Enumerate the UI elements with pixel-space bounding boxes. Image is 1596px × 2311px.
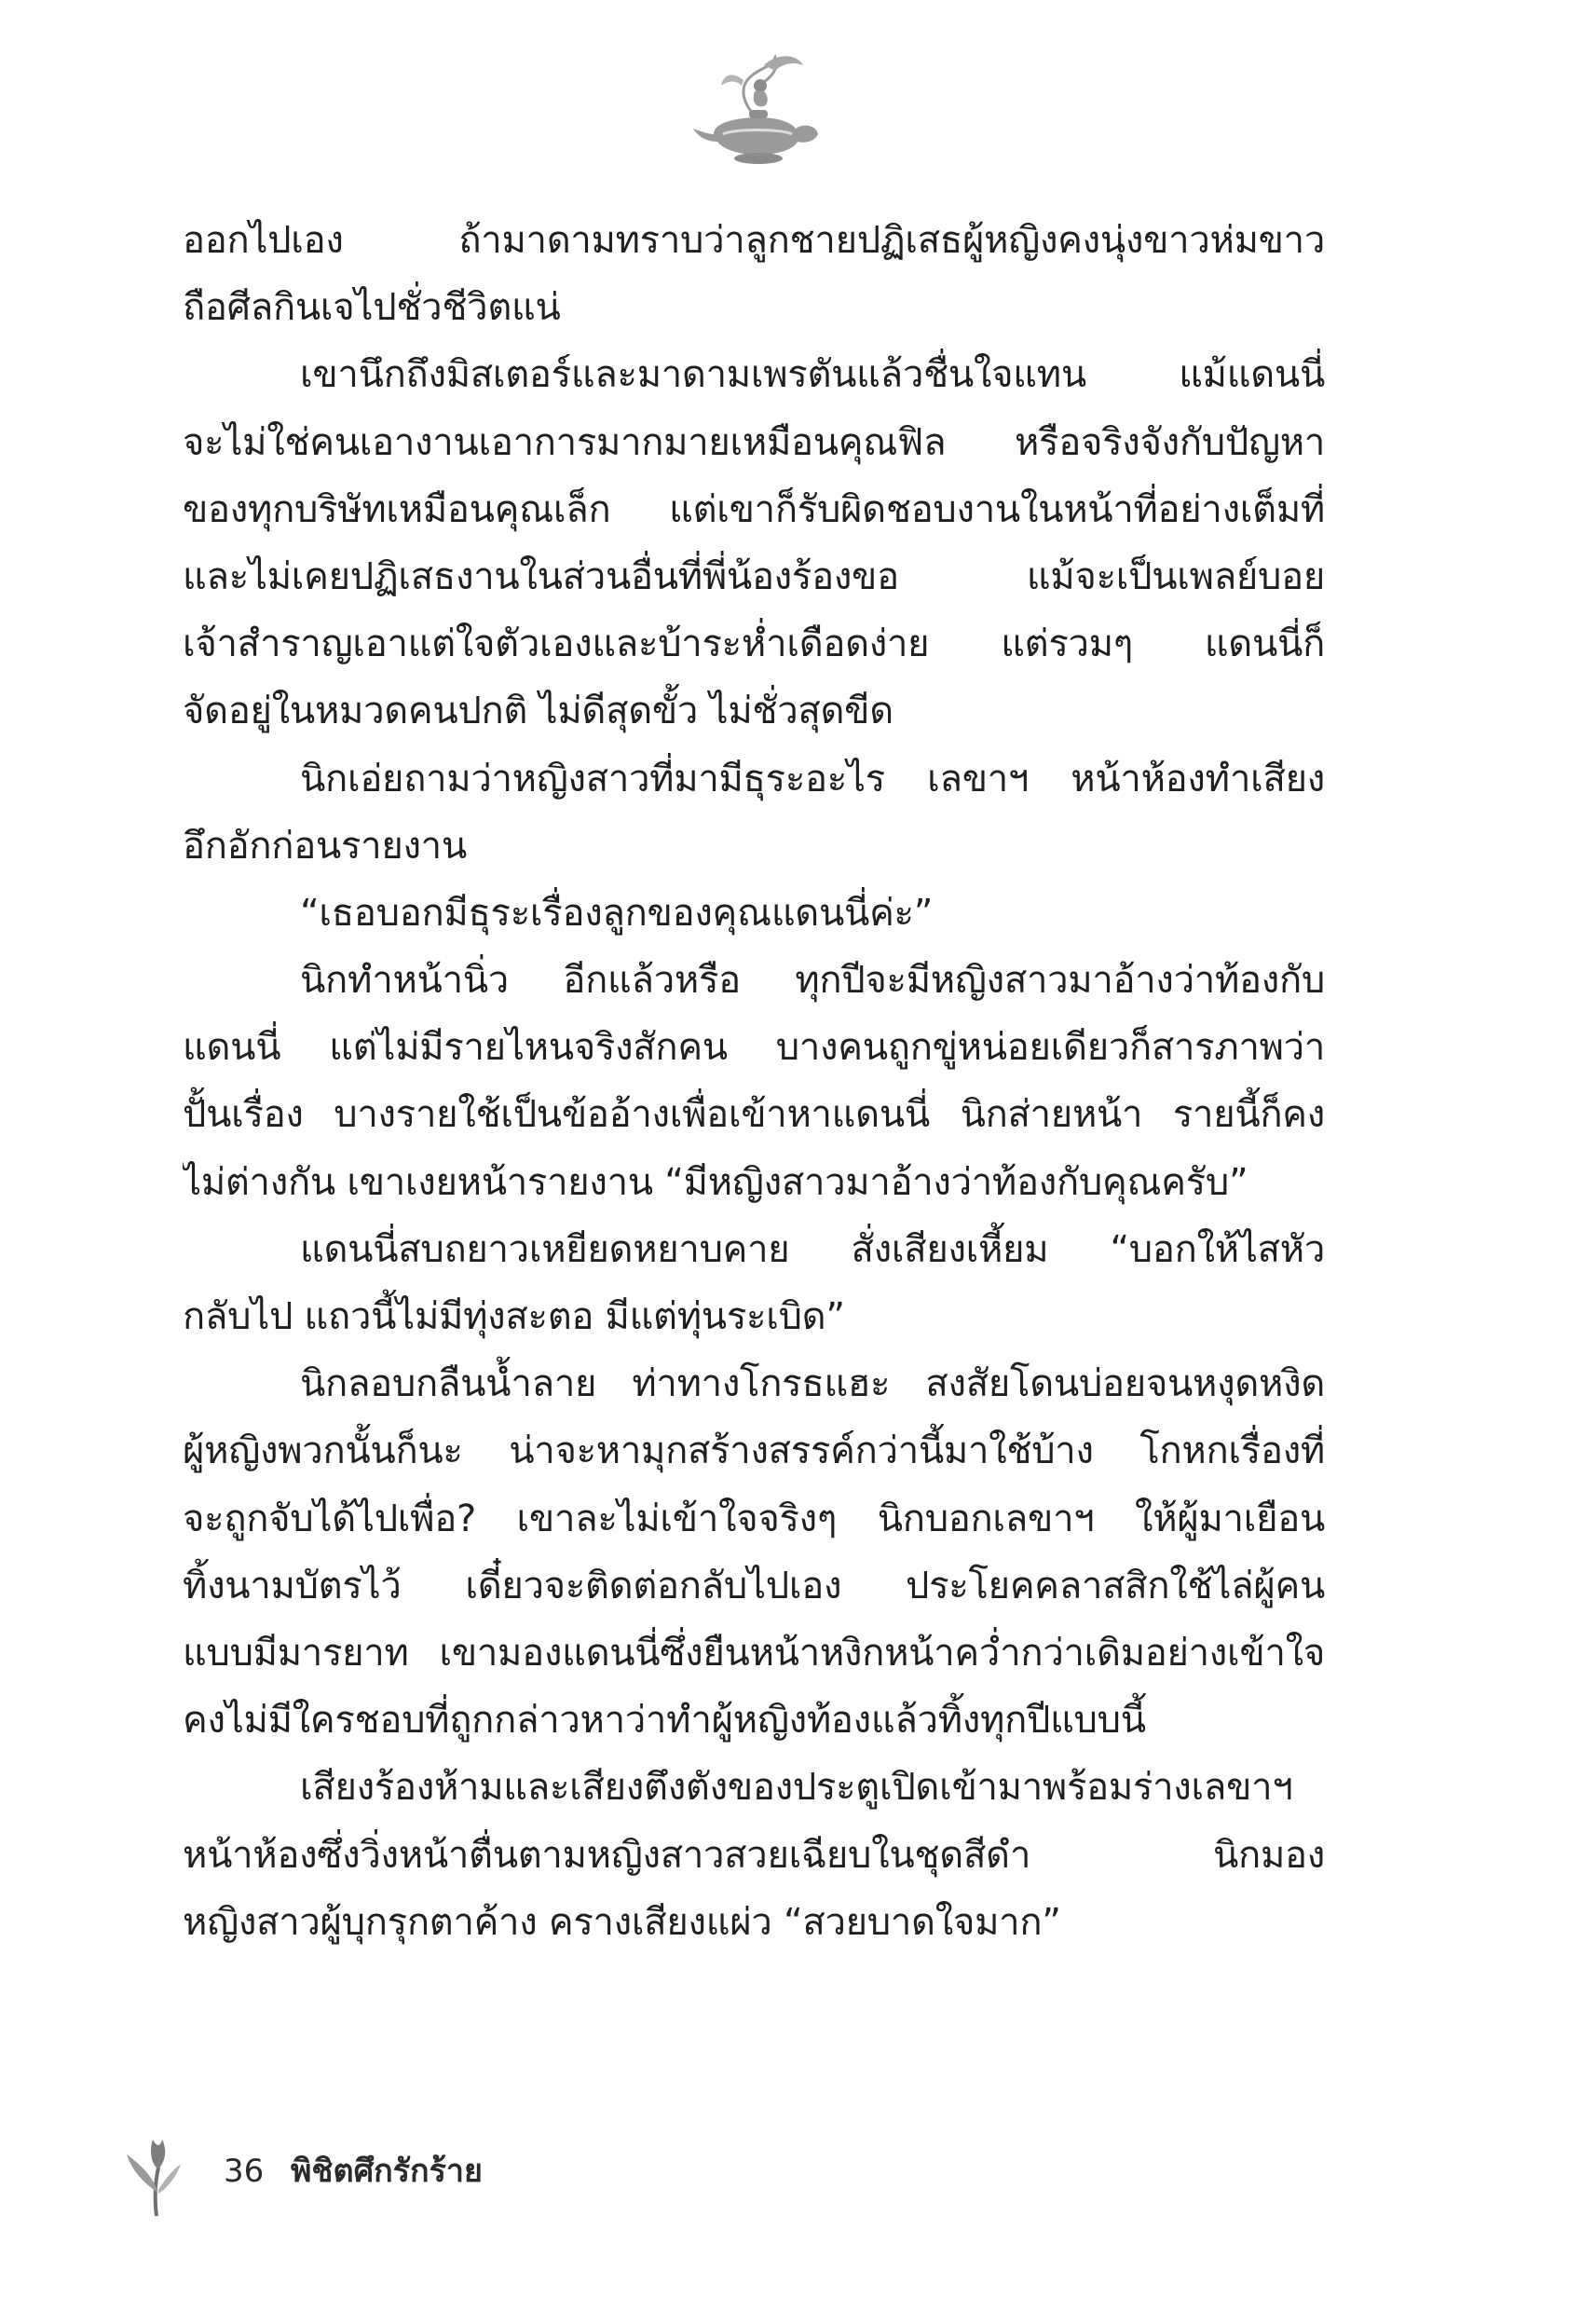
text-line: ผู้หญิงพวกนั้นก็นะ น่าจะหามุกสร้างสรรค์กว่านี้มาใช้บ้าง โกหกเรื่องที่ <box>183 1429 1325 1473</box>
text-line: หญิงสาวผู้บุกรุกตาค้าง ครางเสียงแผ่ว “สวยบาดใจมาก” <box>183 1900 1061 1944</box>
text-line: จะถูกจับได้ไปเพื่อ? เขาละไม่เข้าใจจริงๆ นิกบอกเลขาฯ ให้ผู้มาเยือน <box>183 1497 1325 1540</box>
text-line: แดนนี่สบถยาวเหยียดหยาบคาย สั่งเสียงเหี้ยม “บอกให้ไสหัว <box>300 1227 1325 1271</box>
page-footer <box>123 2126 682 2220</box>
text-line: และไม่เคยปฏิเสธงานในส่วนอื่นที่พี่น้องร้องขอ แม้จะเป็นเพลย์บอย <box>183 554 1325 598</box>
genie-lamp-ornament-icon <box>686 48 825 170</box>
text-line: ถือศีลกินเจไปชั่วชีวิตแน่ <box>183 286 561 330</box>
book-title: พิชิตศึกรักร้าย <box>291 2153 483 2190</box>
text-line: ออกไปเอง ถ้ามาดามทราบว่าลูกชายปฏิเสธผู้หญิงคงนุ่งขาวห่มขาว <box>183 219 1325 262</box>
text-line: แดนนี่ แต่ไม่มีรายไหนจริงสักคน บางคนถูกขู่หน่อยเดียวก็สารภาพว่า <box>183 1026 1325 1070</box>
text-line: อึกอักก่อนรายงาน <box>183 824 467 868</box>
text-line: คงไม่มีใครชอบที่ถูกกล่าวหาว่าทำผู้หญิงท้องแล้วทิ้งทุกปีแบบนี้ <box>183 1699 1146 1743</box>
text-line: ไม่ต่างกัน เขาเงยหน้ารายงาน “มีหญิงสาวมาอ้างว่าท้องกับคุณครับ” <box>183 1160 1248 1204</box>
text-line: ทิ้งนามบัตรไว้ เดี๋ยวจะติดต่อกลับไปเอง ประโยคคลาสสิกใช้ไล่ผู้คน <box>183 1564 1325 1607</box>
text-line: ปั้นเรื่อง บางรายใช้เป็นข้ออ้างเพื่อเข้าหาแดนนี่ นิกส่ายหน้า รายนี้ก็คง <box>183 1093 1325 1137</box>
text-line: นิกทำหน้านิ่ว อีกแล้วหรือ ทุกปีจะมีหญิงสาวมาอ้างว่าท้องกับ <box>300 959 1325 1003</box>
text-line: แบบมีมารยาท เขามองแดนนี่ซึ่งยืนหน้าหงิกหน้าคว่ำกว่าเดิมอย่างเข้าใจ <box>183 1631 1325 1675</box>
body-text <box>183 207 1325 1956</box>
text-line: เสียงร้องห้ามและเสียงตึงตังของประตูเปิดเข้ามาพร้อมร่างเลขาฯ <box>300 1766 1293 1810</box>
text-line: จัดอยู่ในหมวดคนปกติ ไม่ดีสุดขั้ว ไม่ชั่วสุดขีด <box>183 690 893 733</box>
text-line: “เธอบอกมีธุระเรื่องลูกของคุณแดนนี่ค่ะ” <box>300 891 934 935</box>
text-line: จะไม่ใช่คนเอางานเอาการมากมายเหมือนคุณฟิล หรือจริงจังกับปัญหา <box>183 420 1325 464</box>
text-line: นิกลอบกลืนน้ำลาย ท่าทางโกรธแฮะ สงสัยโดนบ่อยจนหงุดหงิด <box>300 1362 1325 1406</box>
text-line: เจ้าสำราญเอาแต่ใจตัวเองและบ้าระห่ำเดือดง่าย แต่รวมๆ แดนนี่ก็ <box>183 622 1325 666</box>
text-line: นิกเอ่ยถามว่าหญิงสาวที่มามีธุระอะไร เลขาฯ หน้าห้องทำเสียง <box>300 757 1325 800</box>
text-line: หน้าห้องซึ่งวิ่งหน้าตื่นตามหญิงสาวสวยเฉียบในชุดสีดำ นิกมอง <box>183 1833 1325 1877</box>
text-line: กลับไป แถวนี้ไม่มีทุ่งสะตอ มีแต่ทุ่นระเบิด” <box>183 1295 845 1338</box>
text-line: เขานึกถึงมิสเตอร์และมาดามเพรตันแล้วชื่นใจแทน แม้แดนนี่ <box>300 353 1325 397</box>
text-line: ของทุกบริษัทเหมือนคุณเล็ก แต่เขาก็รับผิดชอบงานในหน้าที่อย่างเต็มที่ <box>183 487 1325 531</box>
page-number: 36 <box>224 2153 265 2190</box>
tulip-flower-icon <box>123 2126 188 2220</box>
